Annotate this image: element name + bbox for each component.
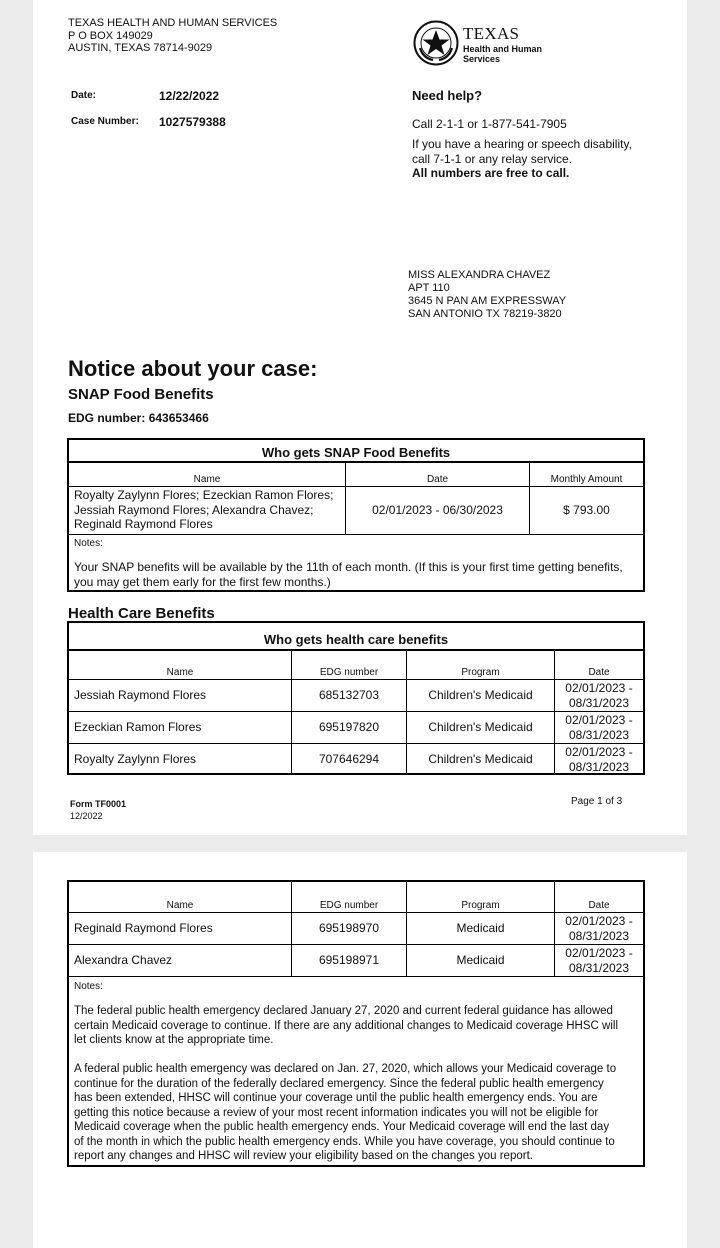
health-row-1-date [555,681,643,711]
para-2-line-3: has been extended, HHSC will continue your coverage until the public health emergency ends. You are [74,1092,598,1104]
cont-row-2-date [555,946,643,976]
hhs-logo [413,18,543,70]
phe-notice-para-2 [74,1062,642,1164]
notice-title: Notice about your case: [68,356,318,381]
health-row-3-date [555,745,643,775]
snap-recipients [74,488,344,532]
case-number: 1027579388 [159,115,226,129]
form-id [70,798,126,822]
program-title: SNAP Food Benefits [68,386,214,403]
help-relay-line1: If you have a hearing or speech disability, [412,137,632,151]
recipient-apt: APT 110 [408,282,450,294]
cont-col-program: Program [461,900,500,911]
snap-col-name: Name [193,474,221,485]
health-row-1-name: Jessiah Raymond Flores [74,688,207,702]
para-1-line-1: The federal public health emergency declared January 27, 2020 and current federal guidance has allowed [74,1005,613,1017]
para-2-line-5: Medicaid coverage when the public health emergency ends. Your Medicaid coverage will end the last day [74,1121,610,1133]
health-benefits-table [67,621,645,775]
cont-row-1-date-start: 02/01/2023 - [565,914,633,928]
texas-seal-icon [413,20,459,66]
cont-row-1-date-end: 08/31/2023 [568,929,630,943]
form-number: Form TF0001 [70,799,127,809]
cont-row-1-name: Reginald Raymond Flores [74,921,213,935]
cont-row-2-name: Alexandra Chavez [74,953,173,967]
cont-notes-label: Notes: [74,981,103,992]
health-row-1-date-start: 02/01/2023 - [565,681,633,695]
recipient-city: SAN ANTONIO TX 78219-3820 [408,308,562,320]
cont-col-date: Date [588,900,610,911]
health-row-2-date-start: 02/01/2023 - [565,713,633,727]
health-row-2-date-end: 08/31/2023 [568,728,630,742]
health-row-3-date-end: 08/31/2023 [568,760,630,774]
health-table-title: Who gets health care benefits [263,632,449,647]
health-row-3-name: Royalty Zaylynn Flores [74,752,197,766]
para-2-line-7: report any changes and HHSC will review your eligibility based on the changes you report. [74,1150,533,1162]
phe-notice-para-1 [74,1004,642,1048]
health-row-2-edg: 695197820 [318,720,380,734]
health-benefits-table-continued [67,880,645,1167]
snap-notes-label: Notes: [74,538,103,549]
snap-recipients-line2: Jessiah Raymond Flores; Alexandra Chavez; [74,502,314,517]
logo-subtitle-line1: Health and Human [463,44,543,54]
cont-row-2-program: Medicaid [456,953,505,967]
snap-table-title: Who gets SNAP Food Benefits [261,445,451,460]
health-row-3-date-start: 02/01/2023 - [565,745,633,759]
case-number-label: Case Number: [71,116,139,127]
agency-address [68,17,277,55]
health-row-2-name: Ezeckian Ramon Flores [74,720,202,734]
logo-subtitle [463,44,553,64]
health-row-3-program: Children's Medicaid [428,752,533,766]
snap-benefits-table [67,438,645,592]
snap-notes-line1: Your SNAP benefits will be available by the 11th of each month. (If this is your first time getting benefits, [74,560,623,574]
help-free-call: All numbers are free to call. [412,166,570,180]
form-date: 12/2022 [70,811,103,821]
para-2-line-6: of the month in which the public health emergency ends. While you have coverage, you should continue to [74,1135,615,1148]
para-2-line-4: getting this notice because a review of your most recent information indicates you will not be eligible for [74,1106,599,1119]
notice-page-1 [33,0,687,835]
cont-row-1-program: Medicaid [456,921,505,935]
health-row-3-edg: 707646294 [318,752,380,766]
help-phone: Call 2-1-1 or 1-877-541-7905 [412,117,567,131]
para-1-line-2: certain Medicaid coverage to continue. If there are any additional changes to Medicaid coverage HHSC will [74,1019,618,1032]
cont-row-1-edg: 695198970 [318,921,380,935]
health-col-edg: EDG number [319,667,379,678]
snap-col-date: Date [426,474,449,485]
page-number: Page 1 of 3 [571,796,623,807]
snap-recipients-line3: Reginald Raymond Flores [74,517,213,531]
recipient-name: MISS ALEXANDRA CHAVEZ [408,269,551,281]
health-col-name: Name [166,667,194,678]
para-2-line-2: continue for the duration of the federally declared emergency. Since the federal public health emergency [74,1077,604,1090]
health-col-program: Program [461,667,500,678]
snap-recipients-line1: Royalty Zaylynn Flores; Ezeckian Ramon Flores; [74,488,334,502]
snap-notes [74,560,640,589]
logo-wordmark: TEXAS [463,24,520,43]
notice-date: 12/22/2022 [159,89,220,103]
cont-row-1-date [555,914,643,944]
snap-col-amount: Monthly Amount [550,474,623,485]
cont-row-2-date-end: 08/31/2023 [568,961,630,975]
health-col-date: Date [588,667,610,678]
edg-number: 643653466 [148,411,209,425]
health-row-1-date-end: 08/31/2023 [568,696,630,710]
agency-name: TEXAS HEALTH AND HUMAN SERVICES [68,17,278,29]
para-1-line-3: let clients know at the appropriate time. [74,1034,274,1046]
notice-page-2 [33,852,687,1248]
health-row-2-date [555,713,643,743]
cont-col-name: Name [166,900,194,911]
recipient-address [408,269,566,321]
snap-notes-line2: you may get them early for the first few months.) [74,574,331,589]
help-title: Need help? [412,88,483,103]
logo-subtitle-line2: Services [463,54,501,64]
snap-date-range: 02/01/2023 - 06/30/2023 [372,503,503,517]
health-row-2-program: Children's Medicaid [428,720,533,734]
help-relay-line2: call 7-1-1 or any relay service. [412,152,573,166]
health-row-1-program: Children's Medicaid [428,688,533,702]
cont-row-2-date-start: 02/01/2023 - [565,946,633,960]
date-label: Date: [71,90,97,101]
case-edg [68,411,209,425]
snap-monthly-amount: $ 793.00 [563,503,610,517]
health-care-title: Health Care Benefits [68,605,215,622]
recipient-street: 3645 N PAN AM EXPRESSWAY [408,295,567,307]
health-row-1-edg: 685132703 [318,688,380,702]
para-2-line-1: A federal public health emergency was declared on Jan. 27, 2020, which allows your Medicaid coverage to [74,1063,617,1075]
edg-label: EDG number: [68,411,146,425]
cont-row-2-edg: 695198971 [318,953,380,967]
agency-city: AUSTIN, TEXAS 78714-9029 [68,42,213,54]
cont-col-edg: EDG number [319,900,379,911]
agency-po-box: P O BOX 149029 [68,29,153,42]
